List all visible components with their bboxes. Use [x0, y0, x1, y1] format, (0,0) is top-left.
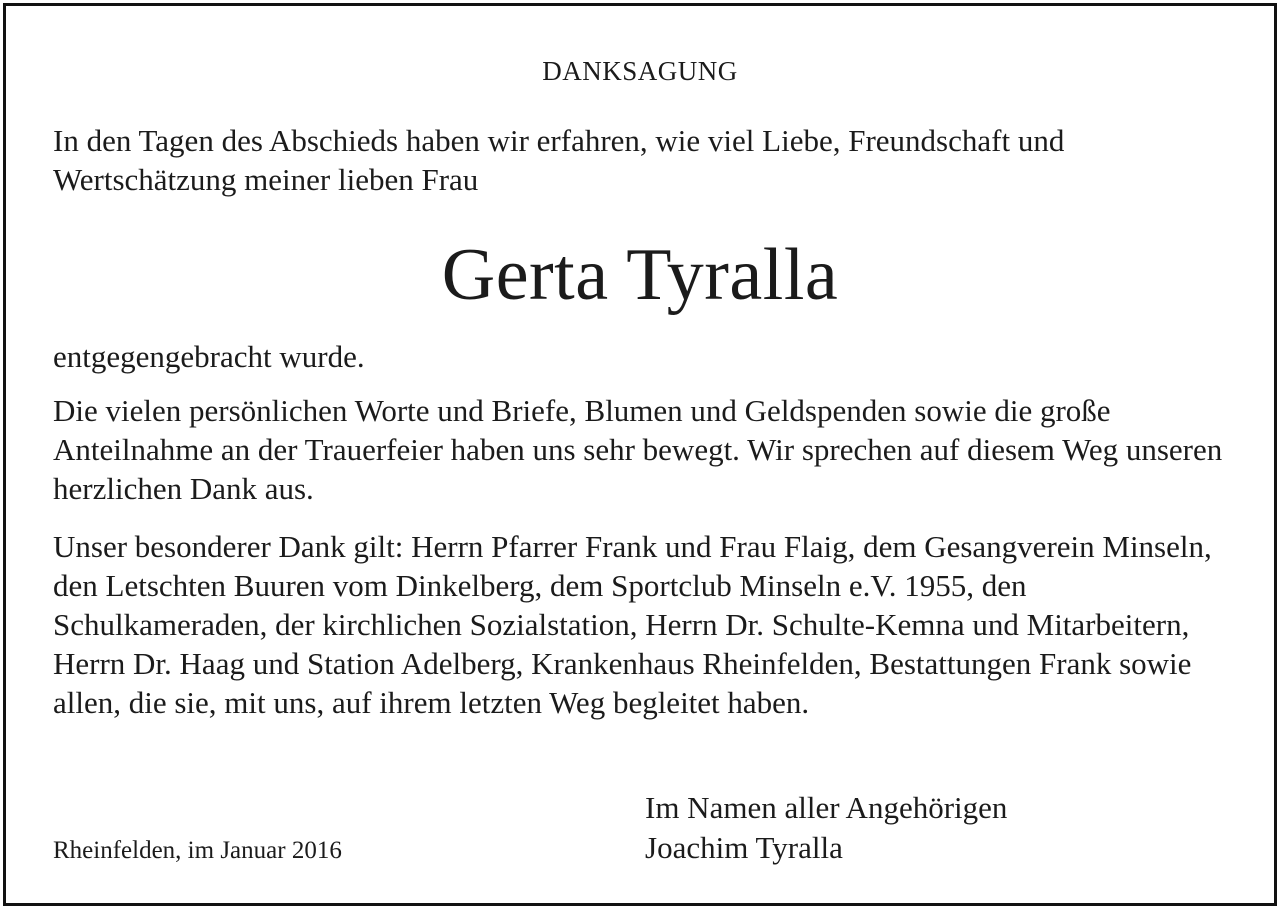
intro-text: In den Tagen des Abschieds haben wir erfahren, wie viel Liebe, Freundschaft und Wertschätzung meiner lieben Frau [53, 123, 1065, 197]
thanks-paragraph: Die vielen persönlichen Worte und Briefe, Blumen und Geldspenden sowie die große Anteilnahme an der Trauerfeier haben uns sehr bewegt. Wir sprechen auf diesem Weg unseren herzlichen Dank aus. [53, 393, 1223, 506]
notice-heading: DANKSAGUNG [542, 56, 738, 86]
notice-frame [3, 3, 1277, 906]
place-date: Rheinfelden, im Januar 2016 [53, 837, 342, 864]
after-name-text: entgegengebracht wurde. [53, 339, 365, 374]
special-thanks-paragraph: Unser besonderer Dank gilt: Herrn Pfarrer Frank und Frau Flaig, dem Gesangverein Minseln, den Letschten Buuren vom Dinkelberg, dem Sportclub Minseln e.V. 1955, den Schulkameraden, der kirchlichen Sozialstation, Herrn Dr. Schulte-Kemna und Mitarbeitern, Herrn Dr. Haag und Station Adelberg, Krankenhaus Rheinfelden, Bestattungen Frank sowie allen, die sie, mit uns, auf ihrem letzten Weg begleitet haben. [53, 529, 1212, 720]
signer-name: Joachim Tyralla [645, 830, 843, 865]
deceased-name: Gerta Tyralla [441, 234, 839, 316]
closing-block [645, 788, 1007, 868]
closing-line: Im Namen aller Angehörigen [645, 790, 1008, 825]
